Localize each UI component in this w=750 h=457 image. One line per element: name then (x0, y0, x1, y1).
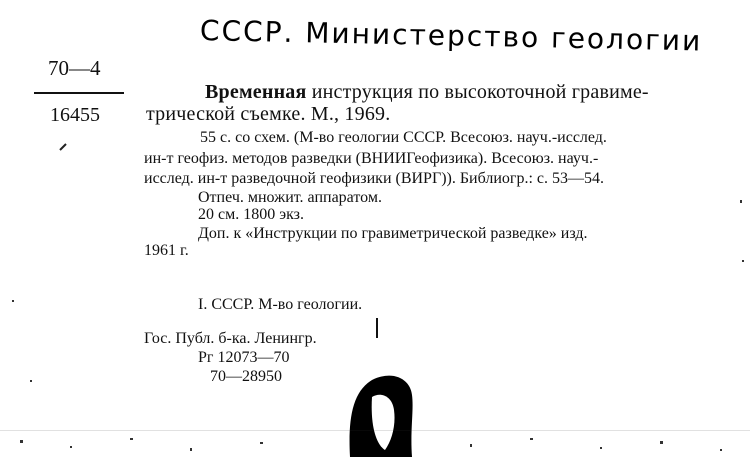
classification-number: 70—4 (48, 56, 101, 80)
title-rest: инструкция по высокоточной гравиме- (306, 81, 649, 103)
library-line-2: Рг 12073—70 (198, 349, 290, 366)
description-line-6: Доп. к «Инструкции по гравиметрической разведке» изд. (198, 225, 588, 242)
title-line-2: трической съемке. М., 1969. (146, 103, 391, 125)
description-line-5: 20 см. 1800 экз. (198, 206, 304, 223)
description-line-7: 1961 г. (144, 242, 189, 259)
description-line-2: ин-т геофиз. методов разведки (ВНИИГеофизика). Всесоюз. науч.- (144, 150, 599, 167)
tracing-line: I. СССР. М-во геологии. (198, 296, 363, 313)
title-bold: Временная (205, 81, 307, 103)
library-line-1: Гос. Публ. б-ка. Ленингр. (144, 330, 317, 347)
speck-left (60, 144, 66, 150)
handwritten-heading: СССР. Министерство геологии (199, 14, 703, 58)
pencil-mark (376, 318, 378, 338)
description-line-4: Отпеч. множит. аппаратом. (198, 189, 382, 206)
library-line-3: 70—28950 (210, 368, 282, 385)
description-line-1: 55 с. со схем. (М-во геологии СССР. Всесоюз. науч.-исслед. (200, 129, 607, 146)
description-line-3: исслед. ин-т разведочной геофизики (ВИРГ)). Библиогр.: с. 53—54. (144, 170, 605, 187)
classification-code: 16455 (50, 104, 100, 126)
